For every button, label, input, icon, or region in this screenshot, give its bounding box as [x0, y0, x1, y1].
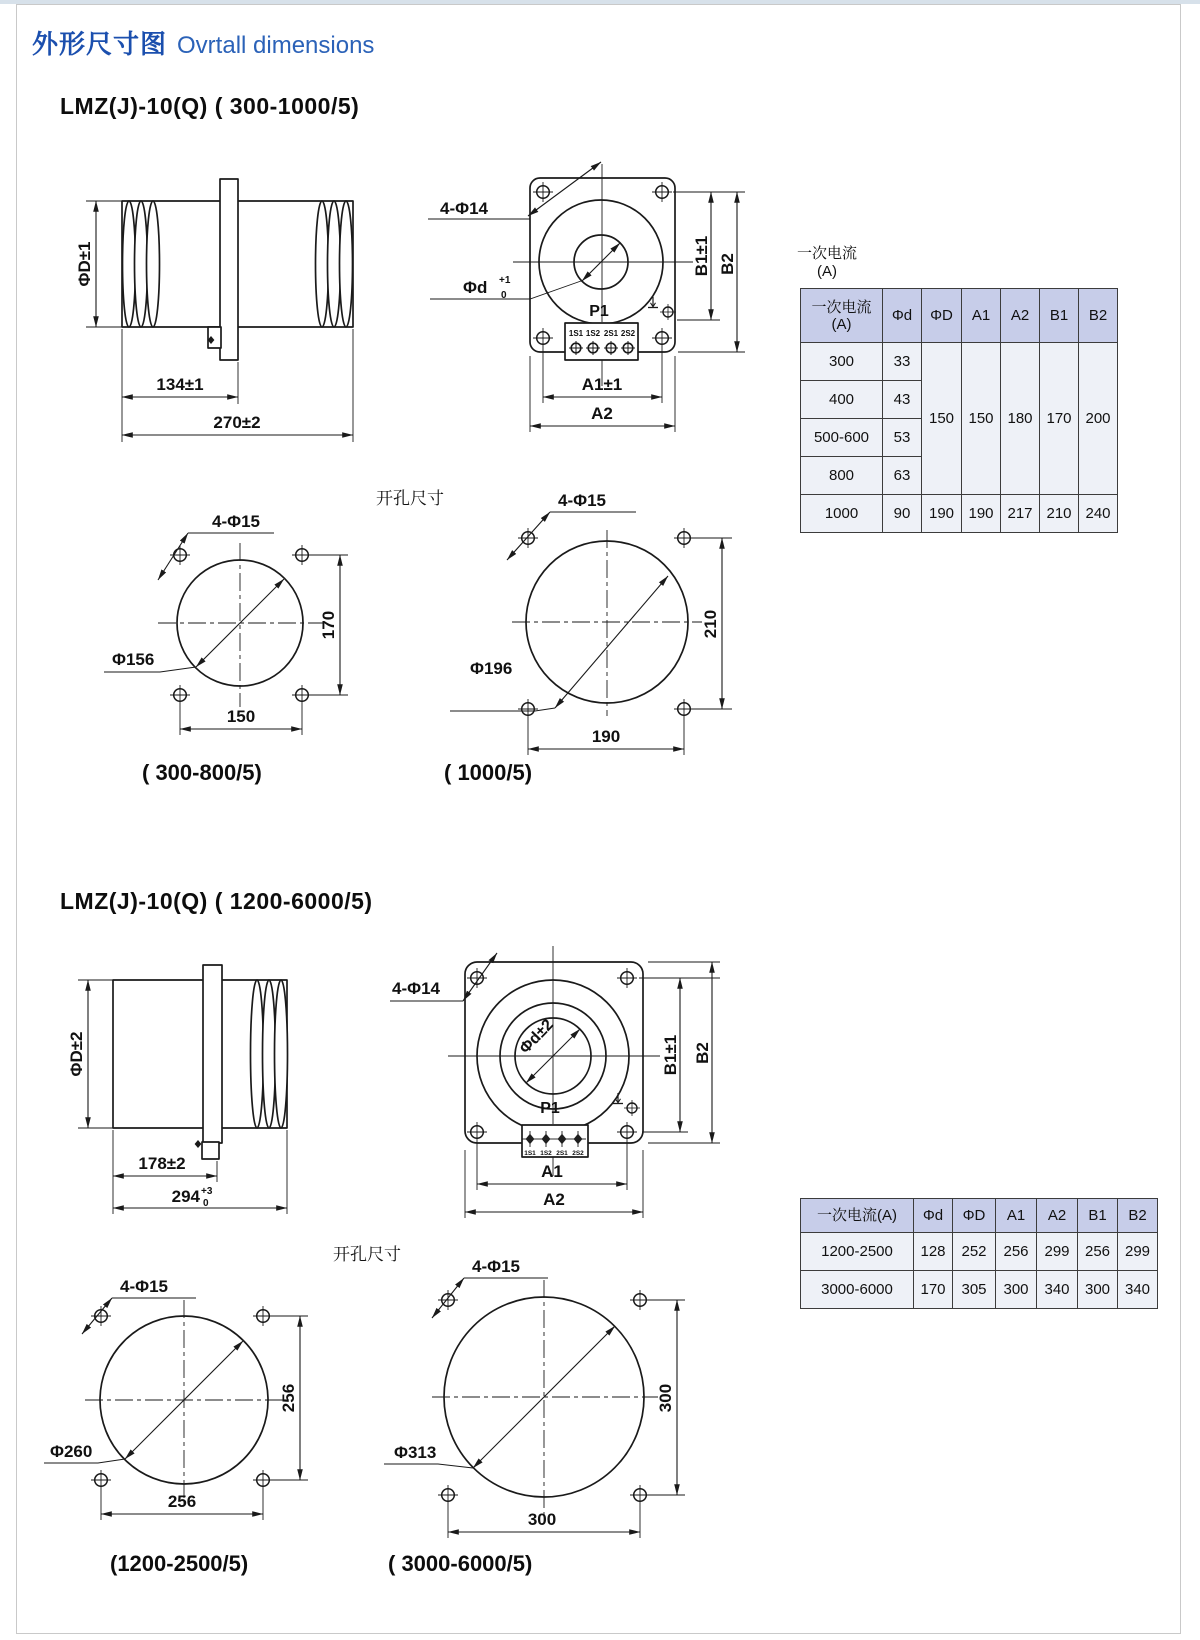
- dim-a2: [530, 356, 675, 432]
- corner-hole: [533, 182, 553, 202]
- dim-label-a1: A1±1: [581, 375, 623, 394]
- corner-hole: [674, 528, 694, 548]
- col-header: A1: [962, 289, 1001, 343]
- bore-callout: [430, 243, 620, 301]
- label-bore: Φd: [463, 278, 488, 297]
- dim-width: [448, 1505, 640, 1538]
- dim-label-a1: A1: [541, 1162, 563, 1181]
- corner-hole: [617, 1122, 637, 1142]
- col-header: B2: [1118, 1199, 1158, 1233]
- col-header: ΦD: [953, 1199, 996, 1233]
- col-header: 一次电流(A): [801, 1199, 914, 1233]
- dim-label-total: 270±2: [213, 413, 261, 432]
- table-header-row: [801, 1199, 1158, 1233]
- terminal-label: 2S1: [556, 1150, 568, 1157]
- terminal-label: 1S2: [540, 1150, 552, 1157]
- corner-hole: [292, 545, 312, 565]
- table-row: 400 43: [801, 381, 1118, 419]
- holes-callout: [82, 1277, 196, 1334]
- label-bore-sup: +1: [499, 275, 511, 286]
- terminal-label: 1S1: [524, 1150, 536, 1157]
- terminal-label: 2S2: [620, 329, 636, 338]
- corner-hole: [533, 328, 553, 348]
- corner-hole: [630, 1485, 650, 1505]
- col-header: 一次电流 (A): [801, 289, 883, 343]
- label-p1: P1: [589, 303, 609, 320]
- page-title-zh: 外形尺寸图: [32, 29, 168, 59]
- dim-label-height: 210: [701, 609, 720, 639]
- col-header: B2: [1079, 289, 1118, 343]
- corner-hole: [467, 1122, 487, 1142]
- dim-width: [180, 705, 302, 735]
- table-row: 500-600 53: [801, 419, 1118, 457]
- section1-front-view-drawing: [415, 136, 750, 446]
- table-row: 800 63: [801, 457, 1118, 495]
- dim-label-total-sup: +3: [201, 1186, 213, 1197]
- corner-hole: [674, 699, 694, 719]
- table-row: 1200-2500 128 252 256 299 256 299: [801, 1233, 1158, 1271]
- section2-side-view-drawing: [60, 930, 380, 1225]
- corner-hole: [292, 685, 312, 705]
- flange-tab: [202, 1142, 219, 1159]
- corner-hole: [652, 182, 672, 202]
- dim-height: [694, 538, 732, 709]
- dim-label-width: 300: [527, 1510, 557, 1529]
- ground-hole: [660, 304, 676, 320]
- dim-label-height: 170: [319, 610, 338, 640]
- label-corner-holes: 4-Φ15: [120, 1277, 168, 1296]
- transformer-body: [113, 965, 288, 1159]
- mounting-flange: [203, 965, 222, 1143]
- dim-label-b2: B2: [693, 1042, 712, 1064]
- ground-hole: [624, 1100, 640, 1116]
- section2-opening1-drawing: [40, 1262, 350, 1562]
- dim-label-dia: Φ156: [112, 650, 155, 669]
- corner-hole: [91, 1306, 111, 1326]
- col-header: A1: [996, 1199, 1037, 1233]
- dia-callout: [104, 650, 196, 672]
- dim-label-dia: Φ196: [470, 659, 513, 678]
- section1-opening2-drawing: [440, 468, 760, 768]
- dim-label-dia: Φ313: [394, 1443, 437, 1462]
- dimension-table-1200-6000: [800, 1198, 1158, 1309]
- opening-size-label-1: 开孔尺寸: [376, 489, 444, 508]
- dim-width: [528, 719, 684, 755]
- terminal-block: [522, 1125, 588, 1157]
- section1-title: LMZ(J)-10(Q) ( 300-1000/5): [60, 93, 360, 119]
- col-header: B1: [1040, 289, 1079, 343]
- caption-opening3: (1200-2500/5): [110, 1551, 249, 1576]
- holes-callout: [432, 1257, 548, 1318]
- section2-opening2-drawing: [380, 1250, 720, 1580]
- dia-callout: [384, 1443, 473, 1468]
- label-corner-holes: 4-Φ14: [392, 979, 440, 998]
- corner-hole: [652, 328, 672, 348]
- dim-label-height: 300: [656, 1383, 675, 1413]
- dim-label-height: 256: [279, 1383, 298, 1413]
- label-corner-holes: 4-Φ14: [440, 199, 488, 218]
- label-corner-holes: 4-Φ15: [212, 512, 260, 531]
- col-header: B1: [1078, 1199, 1118, 1233]
- terminal-label: 2S2: [572, 1150, 584, 1157]
- dim-label-b2: B2: [718, 253, 737, 275]
- dim-label-width: 150: [226, 707, 256, 726]
- holes-callout: [158, 512, 274, 580]
- dim-label-b1: B1±1: [661, 1034, 680, 1076]
- table-header-row: [801, 289, 1118, 343]
- dim-label-b1: B1±1: [692, 235, 711, 277]
- transformer-body: [122, 179, 353, 360]
- dim-b2: [648, 962, 720, 1143]
- label-bore-sub: 0: [501, 290, 507, 301]
- table-row: 1000 90 190 190 217 210 240: [801, 495, 1118, 533]
- corner-hole: [170, 685, 190, 705]
- corner-hole: [617, 968, 637, 988]
- dim-height: [312, 555, 348, 695]
- dim-label-total-sub: 0: [203, 1198, 209, 1209]
- table1-float-label: 一次电流 (A): [796, 245, 857, 280]
- label-bore: Φd±2: [516, 1016, 557, 1058]
- col-header: Φd: [914, 1199, 953, 1233]
- label-corner-holes: 4-Φ15: [472, 1257, 520, 1276]
- dim-label-a2: A2: [591, 404, 613, 423]
- dim-diameter: [75, 201, 122, 327]
- corner-hole: [630, 1290, 650, 1310]
- page-title-en: Ovrtall dimensions: [177, 32, 375, 59]
- terminal-label: 1S1: [568, 329, 584, 338]
- dim-height: [273, 1316, 308, 1480]
- dim-label-a2: A2: [543, 1190, 565, 1209]
- mounting-flange: [220, 179, 238, 360]
- caption-opening1: ( 300-800/5): [142, 760, 262, 785]
- dimension-table-300-1000: [800, 288, 1118, 533]
- dim-height: [650, 1300, 685, 1495]
- ground-icon: [648, 297, 658, 308]
- dim-label-flange: 134±1: [156, 375, 204, 394]
- opening-size-label-2: 开孔尺寸: [333, 1245, 401, 1264]
- dim-diameter: [67, 980, 113, 1128]
- dim-label-total: 294: [171, 1187, 200, 1206]
- table-row: 3000-6000 170 305 300 340 300 340: [801, 1271, 1158, 1309]
- dim-label-diameter: ΦD±2: [67, 1031, 86, 1077]
- col-header: Φd: [883, 289, 922, 343]
- corner-hole: [438, 1485, 458, 1505]
- caption-opening4: ( 3000-6000/5): [388, 1551, 533, 1576]
- corner-hole: [253, 1470, 273, 1490]
- section2-title: LMZ(J)-10(Q) ( 1200-6000/5): [60, 888, 373, 914]
- col-header: A2: [1001, 289, 1040, 343]
- bolt-mark: [195, 1140, 202, 1148]
- col-header: ΦD: [922, 289, 962, 343]
- label-p1: P1: [540, 1100, 560, 1117]
- dim-width: [101, 1490, 263, 1520]
- label-corner-holes: 4-Φ15: [558, 491, 606, 510]
- corner-hole: [91, 1470, 111, 1490]
- dim-label-dia: Φ260: [50, 1442, 93, 1461]
- page-title: [32, 24, 374, 61]
- holes-callout: [428, 162, 601, 219]
- terminal-label: 2S1: [603, 329, 619, 338]
- section1-side-view-drawing: [70, 148, 370, 448]
- col-header: A2: [1037, 1199, 1078, 1233]
- dim-label-flange: 178±2: [138, 1154, 186, 1173]
- dim-label-diameter: ΦD±1: [75, 241, 94, 287]
- corner-hole: [170, 545, 190, 565]
- dim-label-width: 190: [591, 727, 621, 746]
- section2-front-view-drawing: [390, 928, 730, 1228]
- terminal-label: 1S2: [585, 329, 601, 338]
- terminal-block: [565, 323, 638, 360]
- corner-hole: [253, 1306, 273, 1326]
- dim-label-width: 256: [167, 1492, 197, 1511]
- corner-hole: [518, 699, 538, 719]
- table-row: 300 33 150 150 180 170 200: [801, 343, 1118, 381]
- section1-opening1-drawing: [100, 483, 370, 763]
- caption-opening2: ( 1000/5): [444, 760, 533, 785]
